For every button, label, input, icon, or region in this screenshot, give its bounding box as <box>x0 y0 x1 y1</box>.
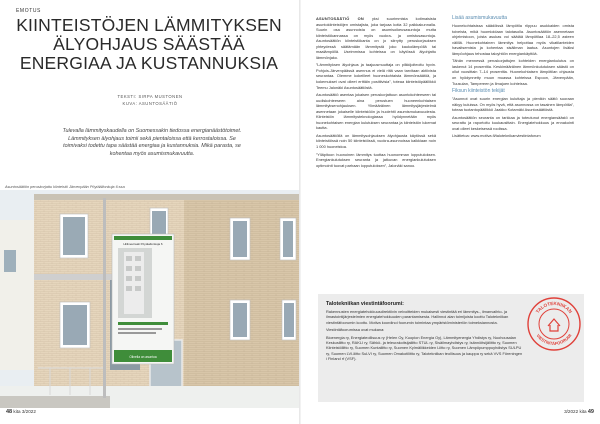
paragraph-text: yksi suurimmista kotimaisista asuntokiinteistöjen omistajista, joka tarjoaa kotia 32 paikkakunnalla. Suurin osa asunnoista on asumisoikeusasuntoja mutta kiinteistökannassa on myös vuokra- ja omistusasuntoja. Asuntosäätiön kiinteistökanta on jo siirrytty peruskorjauksen yhteydessä säätämään lämmitystä joko kaukolämpöllä tai maalämpöllä. Useimmissa kohteissa on käytössä älyohjattu lämmönjako. <box>316 16 436 60</box>
paragraph: Asuntosäätiöllä on lämmitysohjauksen älyohjausta käytössä sekä kiinteistöissä noin 50 kiinteistössä, vuokra-asunnoissa kaikkiaan noin 1 000 huoneistoa. <box>316 132 436 150</box>
subhead: Fiksun kiinteistön tekijät <box>452 88 505 95</box>
fact-box-title: Talotekniikan viestintäfoorumi: <box>326 301 404 307</box>
text-column-1 <box>316 16 436 170</box>
byline-photo: KUVA: ASUNTOSÄÄTIÖ <box>122 101 178 106</box>
fact-box-text <box>326 309 524 362</box>
stamp-bottom-text: VIESTINTÄFOORUMI <box>535 332 573 347</box>
issue-left: 3/2022 <box>21 409 36 414</box>
byline-text: TEKSTI: SIRPA MUSTONEN <box>117 94 183 99</box>
lead-paragraph: Tulevalla lämmityskaudella on Suomessakin tiedossa energianäästötoimet. Lämmityksen älyohjaus toimii sekä pientaloissa että kerrostaloissa. Se toimivaksi todettu tapa säästää energiaa ja kustannuksia. Mikä parasta, se kohentaa myös asumismukavuutta. <box>62 128 242 157</box>
forum-stamp-logo <box>526 296 582 352</box>
house-icon <box>548 319 560 331</box>
issue-right: 3/2022 <box>564 409 579 414</box>
subhead: Lisää asumismukavuutta <box>452 15 508 21</box>
paragraph: ”Asunnot ovat suurin energian kuluttaja ja pienikin säätö suoraan näkyy kuluissa. On myös hyvä, että asunnossa on tasainen lämpötila”, toteaa tuotantopäällikkö Jaakko Kotamäki Asuntosäätiöstä. <box>452 96 574 113</box>
text-column-2 <box>452 16 574 141</box>
fact-paragraph: Rakennusten energiatehokkuusdirektiivin velvoitteiden mukaisesti viestintää eri lämmitys-, ilmanvaihto- ja ilmastointijärjestelmien energiatehokkuuden parantamisesta. Hallinnoi alan toimijoista koottu Talotekniikan viestintäfoorumin koottu. Motiva koordinoi foorumin toimintaa ympäristöministeriön toimeksiannosta. <box>326 309 509 325</box>
stamp-top-text: TALOTEKNIIKAN <box>534 300 574 315</box>
fact-paragraph: Viestintäfoorumissa ovat mukana: <box>326 327 385 333</box>
sign-footer: Olinella on asuntoa <box>129 355 157 359</box>
paragraph: Asuntosäätiön seuranta on tarkkaa ja toteutunut energiansäästö on seurattu ja raportoitu kuukausittain. Energiatehokkuus ja ennakointi ovat olleet keskeisessä roolissa. <box>452 114 574 131</box>
paragraph: Huonekohtaisissa säädöissä lämpötila riippuu asukkaiden omista toiveista, mikä huomioidaan talotasolla. Asuntosäätiön asennetaan ohjelmistoon, joista asukas voi säätää lämpötilaa 18–22,5 asteen välillä. Huonekohtainen lämmitys helpottaa myös vikatilanteiden havaitsemista ja kohentaa sisäilman laatua. Asuntojen lisäksi lämpöohjaus tehostaa taloyhtiön energiankäyttöä. <box>452 23 574 56</box>
folio-right <box>564 409 594 415</box>
paragraph: ”Ylläpitoon huonoinen lämmitys tuottaa huonomman lopputuloksen. Energiankulutuksen seuranta ja jatkuvan energiankulutuksen optimointi tuovat parhaan lopputuloksen”, Jalonäki sanoo. <box>316 151 436 168</box>
paragraph <box>316 16 436 60</box>
photo-caption: Asuntosäätiön peruskorjattu kiinteistö Järvenpään Pöytäällonkuja 6:ssa <box>5 185 125 189</box>
brand-right: kita <box>579 409 587 414</box>
building-illustration <box>0 190 300 408</box>
byline <box>20 93 280 107</box>
right-page <box>300 0 600 424</box>
brand-left: kita <box>13 409 21 414</box>
paragraph: Asuntosäätiö asentaa jokaisen peruskorjattuun asuntokohteeseen tai uudiskohteeseen aina perustuen huoneenkohtaisen lämmityksenohjauksen. Ylimääräinen lämmitysjärjestelmä asennetaan jokaiselle kiinteistöön ja huolehtii asumismukavuudesta. Kiinteistön lämmitysteknologiassa hyödynnetään myös huonekohtaisen energian kulutuksen seurantaa ja kiinteistön lukemat kautta. <box>316 92 436 131</box>
headline: KIINTEISTÖJEN LÄMMITYKSEN ÄLYOHJAUS SÄÄSTÄÄ ENERGIAA JA KUSTANNUKSIA <box>16 15 282 73</box>
info-link[interactable]: Lisätietoa: www.motiva.fi/taloteknikanviestintaforum <box>452 133 541 139</box>
folio-left <box>6 409 36 415</box>
paragraph: Tähän mennessä peruskorjattujen kohteiden energiankulutus on laskenut 14 prosenttia. Keskimääräinen lämmönkulutuksen säästö on ollut vuosittain 7–14 prosenttia. Huonekohtaisen lämpötilan ohjausta on hyödynnetty muun muassa kohteissa Espoon, Järvenpään, Tuusulan, Tampereen ja Ilmajoen kohteissa. <box>452 58 574 86</box>
page-number-left: 48 <box>6 409 13 415</box>
fact-paragraph: Bioenergia ry, Energiateollisuus ry (Helen Oy, Kuopion Energia Oy), Lämmityenergia Yhdistys ry, Nuohousalan Keskusliitto ry, RAKLI ry, Sähkö- ja teleurakoitsijaliitto STUL ry, Sisäilmayhdistys ry, Isännöitsijäliitto ry, Suomen Kiinteistöliitto ry, Suomen Kuntaliitto ry, Suomen Kylmäliikkeiden Liitto ry, Suomen Lämpöpumppuyhdistys SULPU ry, Suomen LVI-liitto SuLVI ry, Suomen Omakotiliitto ry, Talotekniikan teollisuus ja kauppa ry sekä VVS Föreningen i Finland rf (VSF). <box>326 334 523 362</box>
page-number-right: 49 <box>587 409 594 415</box>
paragraph-lead-in: ASUNTOSÄÄTIÖ ON <box>316 16 364 21</box>
section-label: EMOTUS <box>16 8 41 14</box>
building-photo <box>0 190 300 408</box>
sign-title: Hiilineutraali Pöytäallonkuja 6 <box>123 242 163 246</box>
paragraph: ”Lämmityksen älyohjaus ja taajuusmuuttaja on pilkkijoiteoitu hyvin. Pohjois-Järvenpäässä asennus ei vielä riitä vaan tarvitaan aktiivista seurantaa. Olemme kokeilleet huoneskohtaista lämmönsäätöä, ja kokemukset ovat olleet erittäin positiivisia”, toteaa kiinteistöpäällikkö Teemu Jalonäki Asuntosäätiöstä. <box>316 62 436 90</box>
